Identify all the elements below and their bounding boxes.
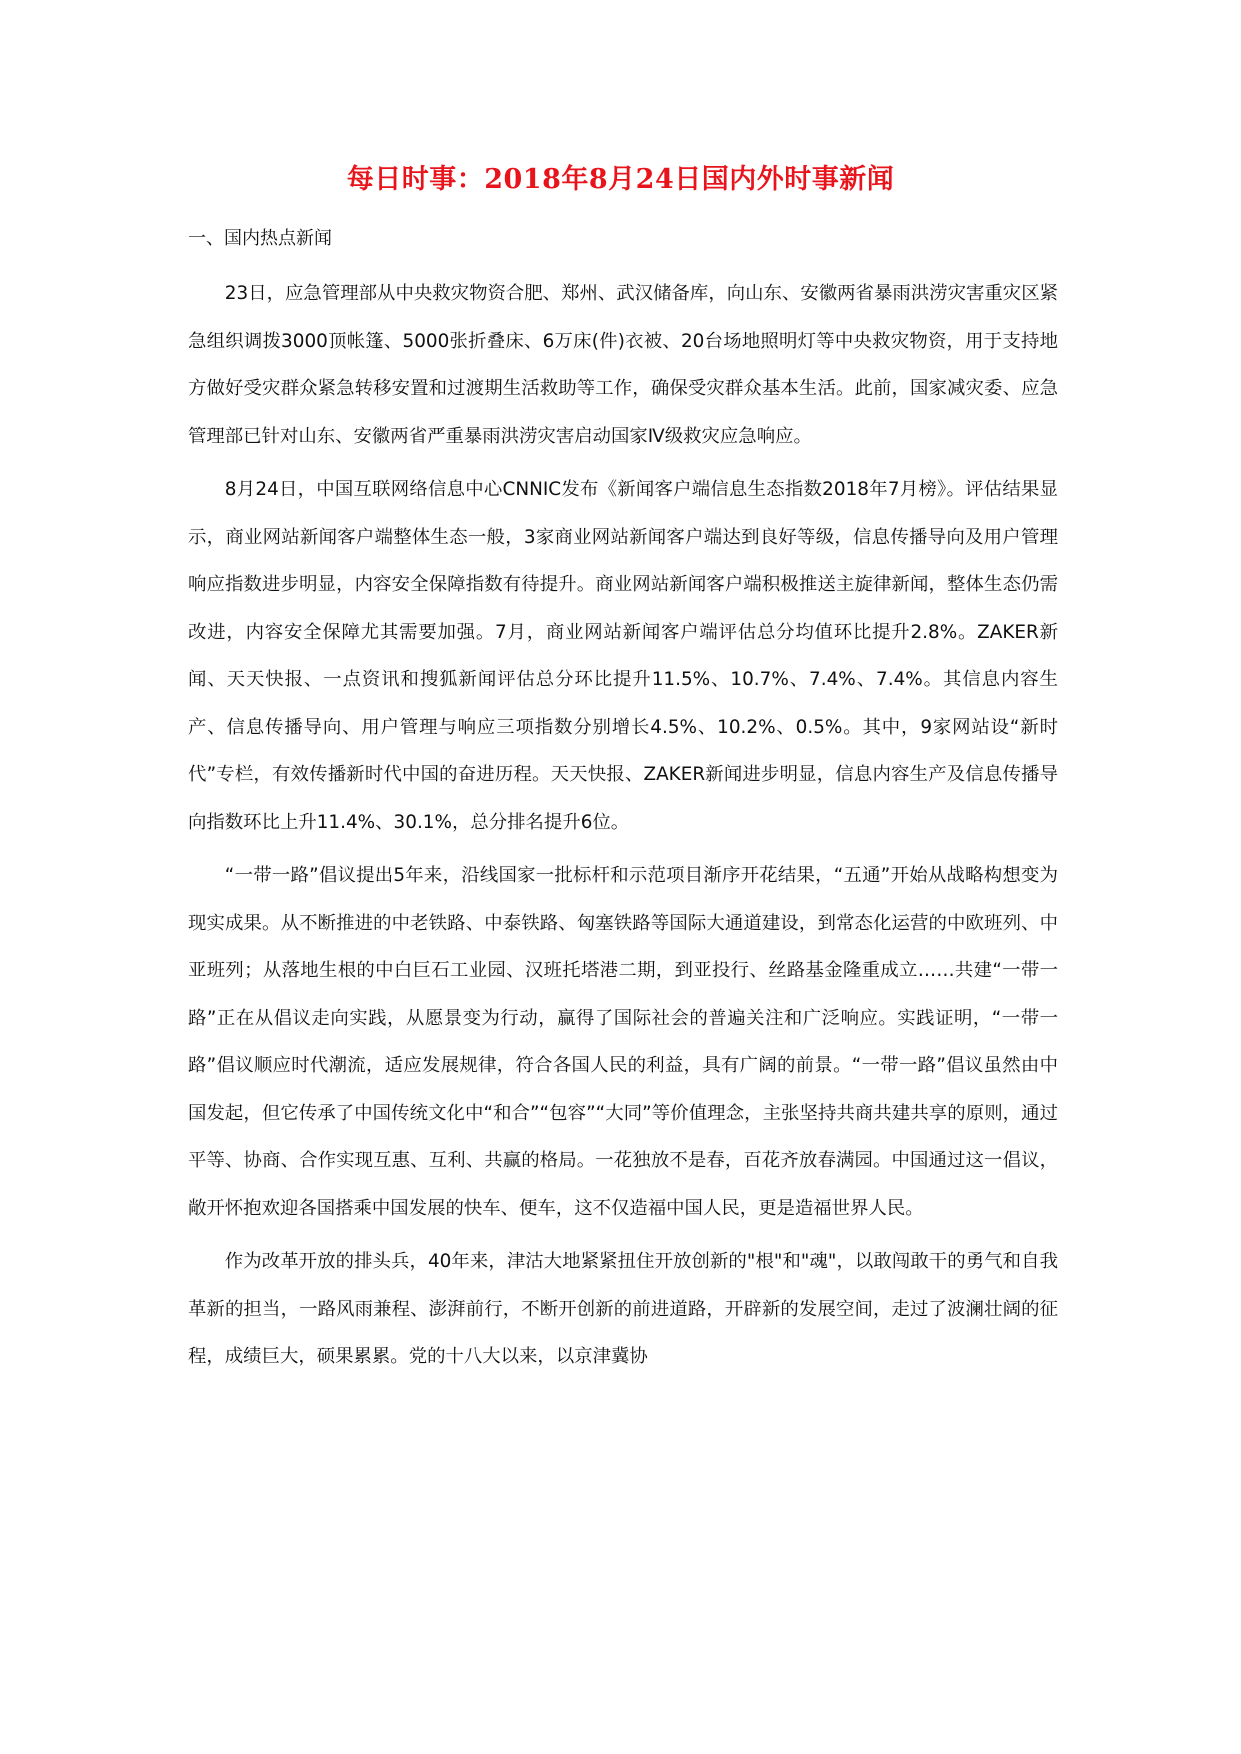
paragraph-cnnic-report: 8月24日，中国互联网络信息中心CNNIC发布《新闻客户端信息生态指数2018年7月榜》。评估结果显示，商业网站新闻客户端整体生态一般，3家商业网站新闻客户端达到良好等级，信息传播导向及用户管理响应指数进步明显，内容安全保障指数有待提升。商业网站新闻客户端积极推送主旋律新闻，整体生态仍需改进，内容安全保障尤其需要加强。7月，商业网站新闻客户端评估总分均值环比提升2.8%。ZAKER新闻、天天快报、一点资讯和搜狐新闻评估总分环比提升11.5%、10.7%、7.4%、7.4%。其信息内容生产、信息传播导向、用户管理与响应三项指数分别增长4.5%、10.2%、0.5%。其中，9家网站设“新时代”专栏，有效传播新时代中国的奋进历程。天天快报、ZAKER新闻进步明显，信息内容生产及信息传播导向指数环比上升11.4%、30.1%，总分排名提升6位。 (188, 479, 1058, 833)
document-title: 每日时事：2018年8月24日国内外时事新闻 (346, 164, 895, 195)
document-body (188, 270, 1058, 1387)
paragraph-tianjin-reform: 作为改革开放的排头兵，40年来，津沽大地紧紧扭住开放创新的"根"和"魂"，以敢闯敢干的勇气和自我革新的担当，一路风雨兼程、澎湃前行，不断开创新的前进道路，开辟新的发展空间，走过了波澜壮阔的征程，成绩巨大，硕果累累。党的十八大以来，以京津冀协 (188, 1251, 1058, 1367)
paragraph-disaster-relief: 23日，应急管理部从中央救灾物资合肥、郑州、武汉储备库，向山东、安徽两省暴雨洪涝灾害重灾区紧急组织调拨3000顶帐篷、5000张折叠床、6万床(件)衣被、20台场地照明灯等中央救灾物资，用于支持地方做好受灾群众紧急转移安置和过渡期生活救助等工作，确保受灾群众基本生活。此前，国家减灾委、应急管理部已针对山东、安徽两省严重暴雨洪涝灾害启动国家Ⅳ级救灾应急响应。 (188, 283, 1058, 447)
section-heading: 一、国内热点新闻 (188, 228, 332, 249)
paragraph-belt-and-road: “一带一路”倡议提出5年来，沿线国家一批标杆和示范项目渐序开花结果，“五通”开始从战略构想变为现实成果。从不断推进的中老铁路、中泰铁路、匈塞铁路等国际大通道建设，到常态化运营的中欧班列、中亚班列；从落地生根的中白巨石工业园、汉班托塔港二期，到亚投行、丝路基金隆重成立……共建“一带一路”正在从倡议走向实践，从愿景变为行动，赢得了国际社会的普遍关注和广泛响应。实践证明，“一带一路”倡议顺应时代潮流，适应发展规律，符合各国人民的利益，具有广阔的前景。“一带一路”倡议虽然由中国发起，但它传承了中国传统文化中“和合”“包容”“大同”等价值理念，主张坚持共商共建共享的原则，通过平等、协商、合作实现互惠、互利、共赢的格局。一花独放不是春，百花齐放春满园。中国通过这一倡议，敞开怀抱欢迎各国搭乘中国发展的快车、便车，这不仅造福中国人民，更是造福世界人民。 (188, 865, 1058, 1219)
